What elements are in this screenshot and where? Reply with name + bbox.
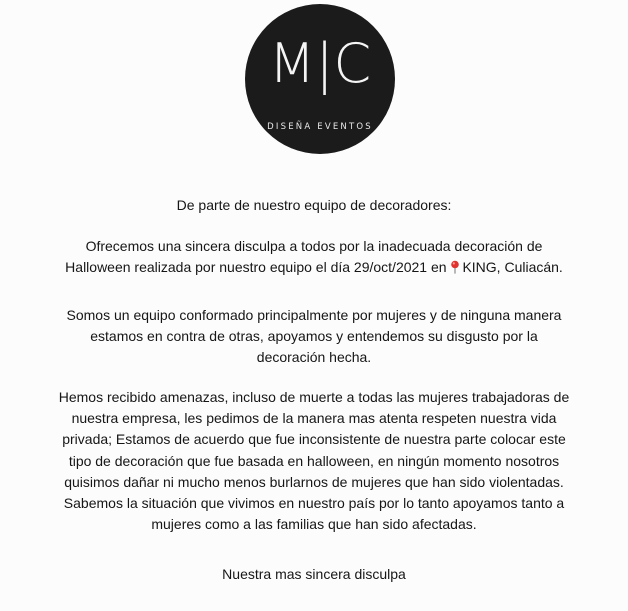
- round-pushpin-icon: [450, 260, 460, 274]
- threats-line-2: nuestra empresa, les pedimos de la manera mas atenta respeten nuestra vida: [71, 410, 557, 427]
- logo-subtitle: DISEÑA EVENTOS: [267, 122, 373, 132]
- apology-line-1: Ofrecemos una sincera disculpa a todos por la inadecuada decoración de: [85, 238, 543, 254]
- threats-line-4: tipo de decoración que fue basada en halloween, en ningún momento nosotros: [68, 452, 560, 469]
- apology-line-2-text: Halloween realizada por nuestro equipo el día 29/oct/2021 en: [65, 259, 451, 276]
- threats-line-5: quisimos dañar ni mucho menos burlarnos de mujeres que han sido violentadas.: [64, 473, 564, 490]
- team-line-3: decoración hecha.: [256, 349, 372, 366]
- threats-line-3: privada; Estamos de acuerdo que fue inconsistente de nuestra parte colocar este: [62, 431, 566, 448]
- company-logo: [245, 4, 395, 154]
- threats-line-6: Sabemos la situación que vivimos en nuestro país por lo tanto apoyamos tanto a: [63, 495, 565, 512]
- team-line-2: estamos en contra de otras, apoyamos y entendemos su disgusto por la: [90, 328, 538, 345]
- greeting-line: De parte de nuestro equipo de decoradores:: [176, 197, 452, 213]
- apology-paragraph: [40, 236, 588, 278]
- apology-line-2: [40, 257, 588, 278]
- threats-paragraph: [40, 387, 588, 535]
- closing-paragraph: [40, 564, 588, 585]
- logo-mark: M|C: [268, 32, 372, 95]
- greeting-paragraph: [40, 195, 588, 216]
- threats-line-7: mujeres como a las familias que han sido afectadas.: [151, 516, 477, 533]
- threats-line-1: Hemos recibido amenazas, incluso de muerte a todas las mujeres trabajadoras de: [58, 389, 570, 405]
- team-paragraph: [40, 305, 588, 369]
- closing-line: Nuestra mas sincera disculpa: [222, 566, 406, 582]
- apology-location: KING, Culiacán.: [462, 259, 563, 276]
- team-line-1: Somos un equipo conformado principalmente por mujeres y de ninguna manera: [66, 307, 562, 323]
